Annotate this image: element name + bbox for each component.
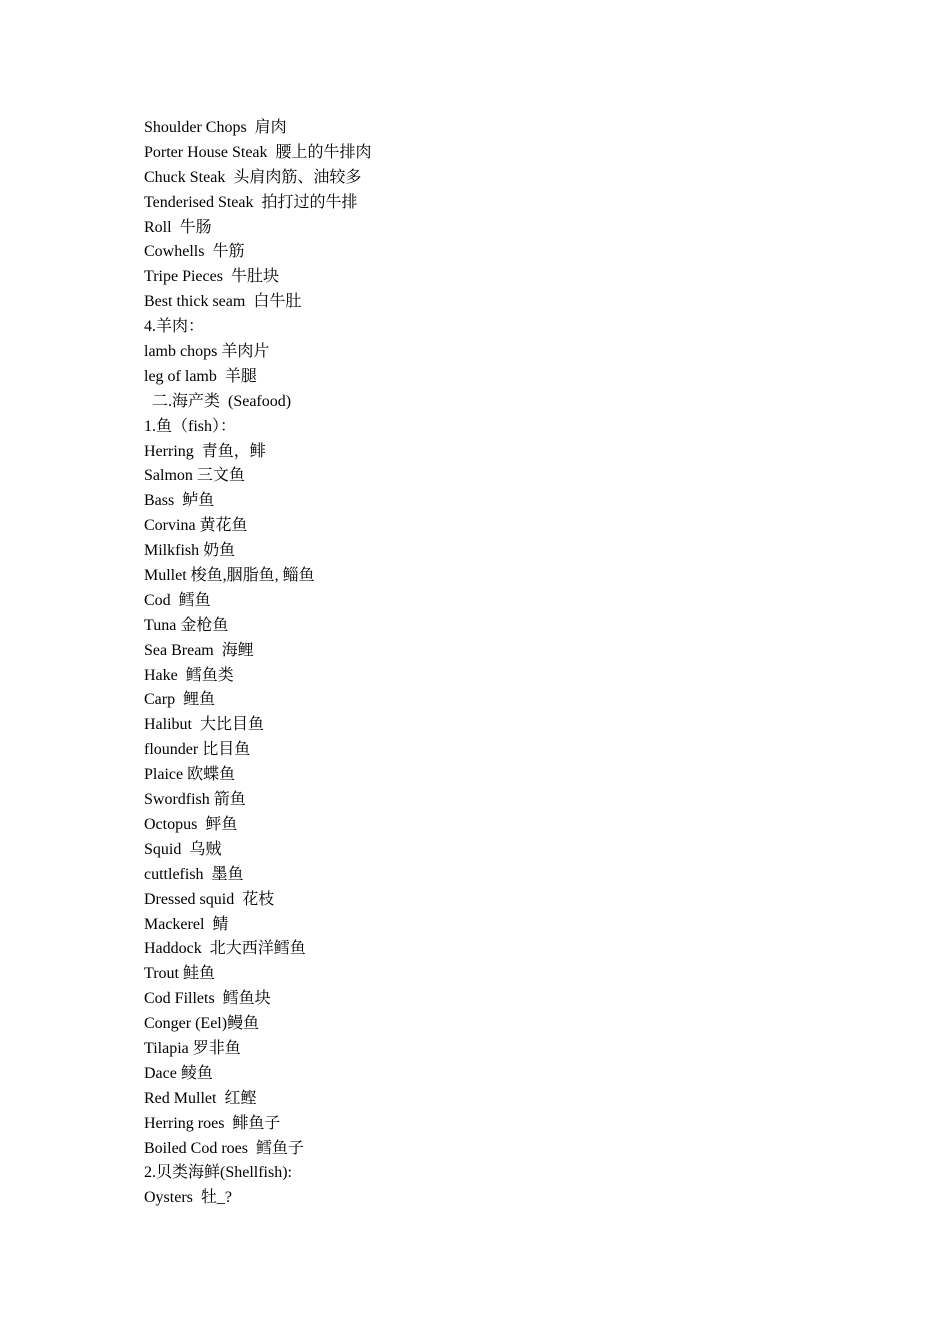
- text-line: Herring roes 鲱鱼子: [144, 1114, 281, 1132]
- text-line: Milkfish 奶鱼: [144, 542, 236, 560]
- document-body: [144, 116, 844, 1211]
- text-line: Chuck Steak 头肩肉筋、油较多: [144, 168, 362, 186]
- text-line: Carp 鲤鱼: [144, 691, 216, 709]
- text-line: Tilapia 罗非鱼: [144, 1039, 241, 1057]
- section-heading: 4.羊肉：: [144, 318, 205, 336]
- text-line: Cowhells 牛筋: [144, 243, 245, 261]
- text-line: Trout 鲑鱼: [144, 965, 215, 983]
- text-line: Shoulder Chops 肩肉: [144, 119, 287, 136]
- text-line: Roll 牛肠: [144, 218, 212, 236]
- text-line: Salmon 三文鱼: [144, 467, 245, 485]
- text-line: Sea Bream 海鲤: [144, 641, 254, 659]
- text-line: Cod 鳕鱼: [144, 591, 211, 609]
- text-line: Hake 鳕鱼类: [144, 666, 234, 684]
- text-line: Dace 鲮鱼: [144, 1064, 213, 1082]
- text-line: Best thick seam 白牛肚: [144, 293, 302, 311]
- text-line: Haddock 北大西洋鳕鱼: [144, 940, 306, 958]
- section-heading: 1.鱼（fish）：: [144, 417, 237, 435]
- text-line: Swordfish 箭鱼: [144, 791, 246, 809]
- text-line: Mackerel 鲭: [144, 915, 229, 933]
- text-line: Plaice 欧蝶鱼: [144, 766, 236, 784]
- text-line: Mullet 梭鱼,胭脂鱼, 鲻鱼: [144, 567, 315, 585]
- text-line: Octopus 鲆鱼: [144, 815, 238, 833]
- text-line: Herring 青鱼，鲱: [144, 442, 266, 460]
- text-line: Halibut 大比目鱼: [144, 716, 264, 734]
- text-line: Porter House Steak 腰上的牛排肉: [144, 143, 372, 161]
- text-line: Corvina 黄花鱼: [144, 517, 248, 535]
- text-line: Squid 乌贼: [144, 840, 222, 858]
- section-heading: 二.海产类 (Seafood): [144, 392, 292, 410]
- text-line: flounder 比目鱼: [144, 741, 251, 759]
- text-line: cuttlefish 墨鱼: [144, 865, 244, 883]
- text-line: Boiled Cod roes 鳕鱼子: [144, 1139, 304, 1157]
- text-line: leg of lamb 羊腿: [144, 367, 257, 385]
- text-line: Conger (Eel)鳗鱼: [144, 1015, 260, 1033]
- text-line: Red Mullet 红鲣: [144, 1089, 257, 1107]
- text-line: Cod Fillets 鳕鱼块: [144, 990, 271, 1008]
- text-line: Tenderised Steak 拍打过的牛排: [144, 193, 358, 211]
- text-line: Dressed squid 花枝: [144, 890, 275, 908]
- text-line: Tripe Pieces 牛肚块: [144, 268, 279, 286]
- text-line: lamb chops 羊肉片: [144, 343, 270, 361]
- text-line: Bass 鲈鱼: [144, 492, 215, 510]
- text-line: Oysters 牡_?: [144, 1189, 232, 1207]
- section-heading: 2.贝类海鲜(Shellfish):: [144, 1164, 292, 1182]
- text-line: Tuna 金枪鱼: [144, 616, 229, 634]
